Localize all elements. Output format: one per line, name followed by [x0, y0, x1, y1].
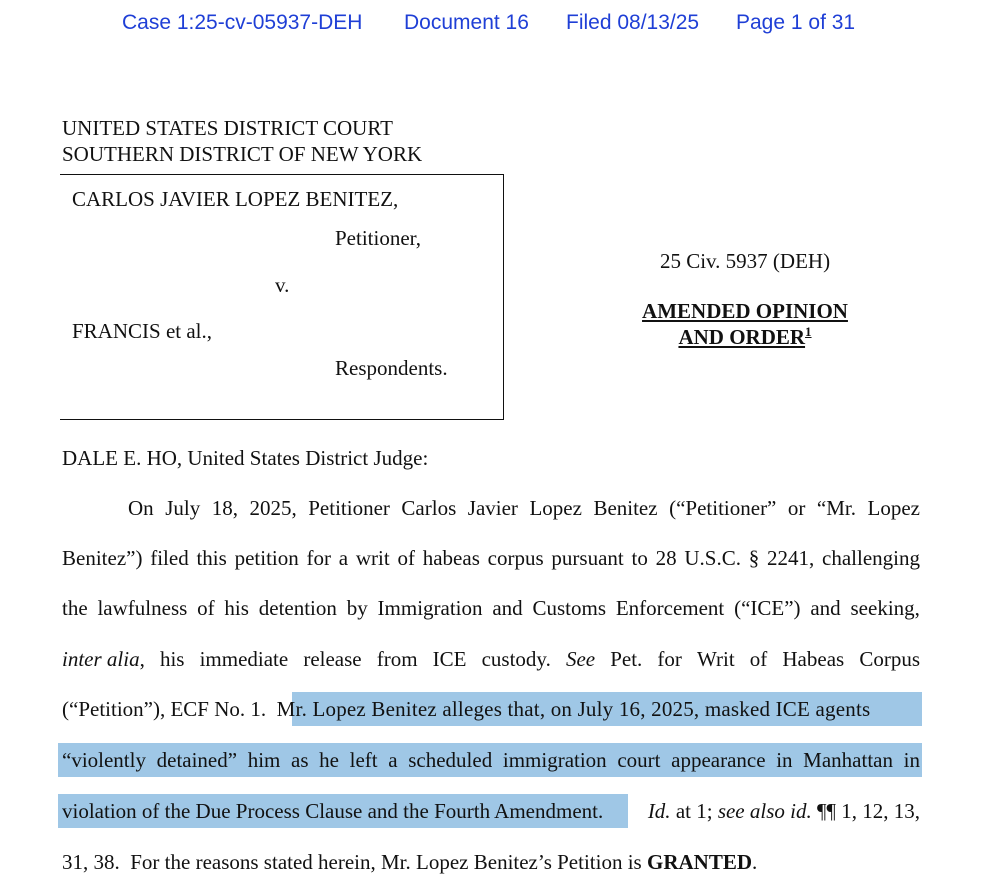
- document-title: [600, 298, 890, 350]
- paragraph-cite: ¶¶ 1, 12, 13,: [816, 799, 920, 823]
- footnote-marker[interactable]: 1: [805, 324, 812, 339]
- line3-word: detention: [258, 596, 337, 620]
- line6-word: appearance: [671, 748, 766, 772]
- line3-word: Immigration: [377, 596, 483, 620]
- line2-word: challenging: [822, 546, 920, 570]
- line4-word: Writ: [697, 647, 735, 671]
- line2-word: for: [306, 546, 332, 570]
- line6-word: immigration: [502, 748, 607, 772]
- court-name: UNITED STATES DISTRICT COURT: [62, 116, 393, 140]
- body-line-2: [62, 541, 920, 575]
- line3-word: the: [62, 596, 88, 620]
- line3-word: seeking,: [850, 596, 920, 620]
- line1-word: Carlos: [401, 496, 457, 520]
- case-number: Case 1:25-cv-05937-DEH: [122, 11, 363, 34]
- court-district: SOUTHERN DISTRICT OF NEW YORK: [62, 142, 423, 166]
- line4-word: Corpus: [859, 647, 920, 671]
- body-line-3: [62, 591, 920, 625]
- judge-line: DALE E. HO, United States District Judge:: [62, 446, 429, 470]
- body-line-4: [62, 642, 920, 676]
- line4-word: immediate: [199, 647, 289, 671]
- line6-word: Manhattan: [803, 748, 893, 772]
- title-line-2: AND ORDER: [678, 325, 806, 349]
- line2-word: §: [748, 546, 760, 570]
- line1-word: or: [787, 496, 806, 520]
- line4-word: Pet.: [610, 647, 643, 671]
- line5-highlighted: Mr. Lopez Benitez alleges that, on July 16, 2025, masked ICE agents: [276, 697, 871, 721]
- line4-word: of: [749, 647, 768, 671]
- line6-word: as: [291, 748, 309, 772]
- versus: v.: [275, 273, 290, 297]
- line1-word: July: [165, 496, 201, 520]
- line1-word: “Mr.: [816, 496, 856, 520]
- line3-word: of: [197, 596, 215, 620]
- line2-word: pursuant: [551, 546, 624, 570]
- line2-word: 2241,: [767, 546, 815, 570]
- body-line-6: [62, 743, 920, 777]
- petitioner-name: CARLOS JAVIER LOPEZ BENITEZ,: [72, 187, 399, 211]
- line4-word: ICE: [432, 647, 467, 671]
- line1-word: 18,: [211, 496, 238, 520]
- line2-word: to: [631, 546, 648, 570]
- line8-text: 31, 38. For the reasons stated herein, Mr. Lopez Benitez’s Petition is: [62, 850, 642, 874]
- respondent-role: Respondents.: [335, 356, 448, 380]
- line2-word: writ: [355, 546, 390, 570]
- body-line-1: [128, 491, 920, 525]
- page-indicator: Page 1 of 31: [736, 11, 856, 34]
- line2-word: this: [196, 546, 227, 570]
- line4-word: for: [657, 647, 682, 671]
- line1-word: Benitez: [593, 496, 658, 520]
- line6-word: in: [776, 748, 793, 772]
- line4-word: release: [303, 647, 362, 671]
- line1-word: Petitioner: [308, 496, 390, 520]
- line6-word: left: [349, 748, 378, 772]
- at-cite: at 1;: [675, 799, 713, 823]
- line1-word: On: [128, 496, 154, 520]
- inter-alia: inter alia,: [62, 647, 145, 671]
- docket-number: 25 Civ. 5937 (DEH): [659, 249, 831, 273]
- line7-highlighted: violation of the Due Process Clause and the Fourth Amendment.: [62, 799, 604, 823]
- line1-word: Lopez: [529, 496, 582, 520]
- line4-word: custody.: [481, 647, 551, 671]
- document-number: Document 16: [404, 11, 529, 34]
- line2-word: petition: [234, 546, 299, 570]
- line6-word: a: [388, 748, 398, 772]
- line2-word: a: [338, 546, 349, 570]
- line6-word: scheduled: [408, 748, 493, 772]
- line1-word: (“Petitioner”: [669, 496, 777, 520]
- line6-word: him: [247, 748, 281, 772]
- line4-word: from: [376, 647, 418, 671]
- line4-word: Habeas: [782, 647, 845, 671]
- line4-word: his: [159, 647, 185, 671]
- line1-word: Javier: [467, 496, 518, 520]
- see-signal: See: [565, 647, 596, 671]
- line1-word: Lopez: [867, 496, 920, 520]
- line2-word: of: [397, 546, 415, 570]
- line1-word: 2025,: [249, 496, 297, 520]
- line3-word: by: [346, 596, 368, 620]
- line3-word: his: [224, 596, 249, 620]
- line3-word: Enforcement: [615, 596, 725, 620]
- id-cite: Id.: [647, 799, 671, 823]
- line6-word: court: [617, 748, 661, 772]
- line2-word: corpus: [487, 546, 544, 570]
- line3-word: and: [492, 596, 523, 620]
- line5-plain: (“Petition”), ECF No. 1.: [62, 697, 267, 721]
- body-line-7: [62, 794, 920, 828]
- respondent-name: FRANCIS et al.,: [72, 319, 213, 343]
- line6-word: “violently: [62, 748, 146, 772]
- line2-word: habeas: [422, 546, 480, 570]
- line6-word: in: [903, 748, 920, 772]
- punctuation: ,: [139, 647, 145, 671]
- line2-word: 28: [655, 546, 677, 570]
- line3-word: (“ICE”): [734, 596, 801, 620]
- line2-word: Benitez”): [62, 546, 143, 570]
- line6-word: he: [319, 748, 339, 772]
- line3-word: and: [810, 596, 841, 620]
- line3-word: Customs: [532, 596, 606, 620]
- petitioner-role: Petitioner,: [335, 226, 422, 250]
- line8-end: .: [752, 850, 758, 874]
- body-line-5: [62, 692, 920, 726]
- see-also-cite: see also id.: [717, 799, 812, 823]
- filed-date: Filed 08/13/25: [566, 11, 700, 34]
- line3-word: lawfulness: [97, 596, 188, 620]
- title-line-1: AMENDED OPINION: [642, 299, 848, 323]
- body-line-8: [62, 845, 920, 879]
- granted: GRANTED: [646, 850, 752, 874]
- line2-word: filed: [150, 546, 189, 570]
- line6-word: detained”: [156, 748, 238, 772]
- line2-word: U.S.C.: [684, 546, 741, 570]
